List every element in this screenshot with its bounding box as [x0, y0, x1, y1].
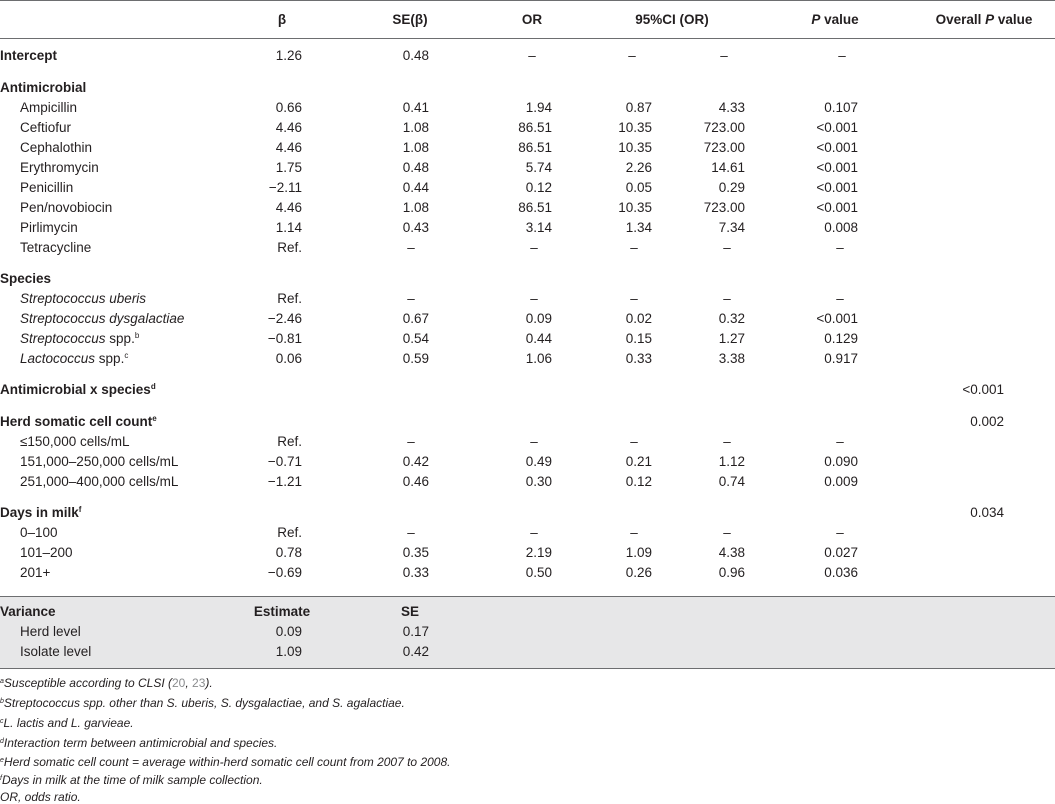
cell-beta: −0.81 — [267, 331, 302, 346]
cell-beta: 1.75 — [275, 160, 302, 175]
row-label: Ceftiofur — [20, 120, 72, 135]
cell-ci-high: 4.33 — [718, 100, 745, 115]
intercept-or: – — [528, 48, 536, 63]
cell-se: 0.54 — [402, 331, 429, 346]
cell-or: – — [530, 291, 538, 306]
cell-p-value: 0.036 — [824, 565, 858, 580]
row-label: ≤150,000 cells/mL — [20, 434, 130, 449]
cell-p-value: <0.001 — [816, 140, 858, 155]
row-label: Ampicillin — [20, 100, 78, 115]
cell-ci-high: – — [723, 525, 731, 540]
row-label: Streptococcus spp.$^b$ — [20, 331, 140, 346]
variance-row-estimate: 1.09 — [275, 644, 302, 659]
cell-ci-high: 723.00 — [703, 120, 745, 135]
cell-p-value: <0.001 — [816, 180, 858, 195]
row-label: Streptococcus dysgalactiae — [20, 311, 185, 326]
row-label: Pen/novobiocin — [20, 200, 113, 215]
cell-or: 0.49 — [525, 454, 552, 469]
cell-or: 86.51 — [518, 200, 552, 215]
section-days-in-milk: Days in milk$^f$ — [0, 505, 82, 520]
row-label: Streptococcus uberis — [20, 291, 147, 306]
cell-ci-low: 0.15 — [625, 331, 652, 346]
cell-beta: −1.21 — [267, 474, 302, 489]
cell-ci-low: 0.26 — [625, 565, 652, 580]
row-label: Erythromycin — [20, 160, 99, 175]
reference-link[interactable]: 23 — [192, 676, 206, 690]
cell-p-value: <0.001 — [816, 120, 858, 135]
cell-or: 0.30 — [525, 474, 552, 489]
cell-ci-low: 0.33 — [625, 351, 652, 366]
cell-or: 86.51 — [518, 120, 552, 135]
variance-row-estimate: 0.09 — [275, 624, 302, 639]
variance-row-se: 0.17 — [402, 624, 429, 639]
cell-ci-low: 1.34 — [625, 220, 652, 235]
cell-beta: Ref. — [277, 434, 302, 449]
herd-scc-overall-p: 0.002 — [970, 414, 1004, 429]
cell-se: 0.43 — [402, 220, 429, 235]
cell-or: 0.12 — [525, 180, 552, 195]
cell-se: 0.59 — [402, 351, 429, 366]
cell-p-value: 0.090 — [824, 454, 858, 469]
cell-or: 1.94 — [525, 100, 552, 115]
intercept-ci-low: – — [628, 48, 636, 63]
cell-ci-low: 10.35 — [618, 200, 652, 215]
cell-ci-high: 14.61 — [711, 160, 745, 175]
cell-or: 0.44 — [525, 331, 552, 346]
cell-se: 0.48 — [402, 160, 429, 175]
cell-ci-low: 2.26 — [625, 160, 652, 175]
row-label: Pirlimycin — [20, 220, 78, 235]
days-in-milk-overall-p: 0.034 — [970, 505, 1004, 520]
section-herd-scc: Herd somatic cell count$^e$ — [0, 414, 157, 429]
cell-se: 0.42 — [402, 454, 429, 469]
cell-p-value: <0.001 — [816, 160, 858, 175]
cell-ci-low: 10.35 — [618, 140, 652, 155]
intercept-ci-high: – — [720, 48, 728, 63]
cell-beta: Ref. — [277, 240, 302, 255]
section-species: Species — [0, 271, 52, 286]
footnote-d: $^d$Interaction term between antimicrobial and species. — [0, 736, 278, 750]
section-antimicrobial: Antimicrobial — [0, 80, 87, 95]
variance-shade — [0, 596, 1055, 668]
cell-ci-high: 723.00 — [703, 200, 745, 215]
header-overall-p-value: Overall P value — [935, 12, 1033, 27]
footnote-e: $^e$Herd somatic cell count = average within-herd somatic cell count from 2007 to 2008. — [0, 755, 451, 769]
cell-se: 0.44 — [402, 180, 429, 195]
cell-or: – — [530, 525, 538, 540]
cell-p-value: 0.917 — [824, 351, 858, 366]
cell-or: 86.51 — [518, 140, 552, 155]
cell-ci-low: 0.21 — [625, 454, 652, 469]
cell-ci-high: – — [723, 434, 731, 449]
cell-or: 2.19 — [525, 545, 552, 560]
cell-p-value: 0.008 — [824, 220, 858, 235]
cell-ci-high: 723.00 — [703, 140, 745, 155]
variance-estimate-header: Estimate — [253, 604, 311, 619]
intercept-label: Intercept — [0, 48, 58, 63]
cell-or: 1.06 — [525, 351, 552, 366]
row-label: 101–200 — [20, 545, 73, 560]
cell-beta: 0.78 — [275, 545, 302, 560]
cell-ci-low: 0.02 — [625, 311, 652, 326]
cell-ci-low: 10.35 — [618, 120, 652, 135]
header-beta: β — [277, 12, 287, 27]
cell-ci-high: 0.74 — [718, 474, 745, 489]
cell-beta: −2.11 — [268, 180, 302, 195]
cell-beta: 4.46 — [275, 200, 302, 215]
header-or: OR — [521, 12, 543, 27]
cell-se: 0.41 — [402, 100, 429, 115]
top-rule — [0, 0, 1055, 1]
footnote-c: $^c$L. lactis and L. garvieae. — [0, 716, 134, 730]
cell-beta: 4.46 — [275, 120, 302, 135]
cell-or: 0.50 — [525, 565, 552, 580]
cell-se: 0.35 — [402, 545, 429, 560]
row-label: 0–100 — [20, 525, 58, 540]
cell-or: – — [530, 240, 538, 255]
cell-ci-low: 0.05 — [625, 180, 652, 195]
cell-ci-high: 0.32 — [718, 311, 745, 326]
cell-beta: 0.66 — [275, 100, 302, 115]
cell-se: 0.33 — [402, 565, 429, 580]
cell-p-value: 0.009 — [824, 474, 858, 489]
row-label: Cephalothin — [20, 140, 93, 155]
cell-se: – — [407, 525, 415, 540]
cell-ci-low: – — [630, 525, 638, 540]
cell-p-value: <0.001 — [816, 200, 858, 215]
cell-ci-high: 0.29 — [718, 180, 745, 195]
intercept-beta: 1.26 — [275, 48, 302, 63]
row-label: 201+ — [20, 565, 51, 580]
footnote-a: $^a$Susceptible according to CLSI (20, 23). — [0, 676, 213, 690]
variance-row-label: Isolate level — [20, 644, 92, 659]
cell-ci-low: – — [630, 240, 638, 255]
cell-beta: Ref. — [277, 525, 302, 540]
cell-beta: 1.14 — [275, 220, 302, 235]
cell-ci-low: 0.12 — [625, 474, 652, 489]
reference-link[interactable]: 20 — [172, 676, 186, 690]
cell-ci-low: 1.09 — [625, 545, 652, 560]
cell-p-value: – — [836, 240, 844, 255]
interaction-overall-p: <0.001 — [962, 382, 1004, 397]
cell-beta: Ref. — [277, 291, 302, 306]
cell-se: 0.67 — [402, 311, 429, 326]
section-variance: Variance — [0, 604, 56, 619]
cell-or: 5.74 — [525, 160, 552, 175]
header-rule — [0, 38, 1055, 39]
bottom-rule — [0, 668, 1055, 669]
cell-or: 3.14 — [525, 220, 552, 235]
cell-p-value: 0.129 — [824, 331, 858, 346]
cell-se: – — [407, 291, 415, 306]
cell-ci-high: – — [723, 291, 731, 306]
cell-ci-low: 0.87 — [625, 100, 652, 115]
variance-row-se: 0.42 — [402, 644, 429, 659]
footnote-f: $^f$Days in milk at the time of milk sample collection. — [0, 773, 263, 787]
cell-beta: −0.71 — [267, 454, 302, 469]
cell-p-value: – — [836, 434, 844, 449]
cell-p-value: – — [836, 525, 844, 540]
cell-p-value: <0.001 — [816, 311, 858, 326]
cell-p-value: 0.027 — [824, 545, 858, 560]
cell-beta: 4.46 — [275, 140, 302, 155]
footnote-or: OR, odds ratio. — [0, 790, 81, 804]
cell-ci-high: 0.96 — [718, 565, 745, 580]
cell-p-value: 0.107 — [824, 100, 858, 115]
row-label: Tetracycline — [20, 240, 92, 255]
cell-ci-high: 7.34 — [718, 220, 745, 235]
footnote-b: $^b$Streptococcus spp. other than S. uberis, S. dysgalactiae, and S. agalactiae. — [0, 696, 405, 710]
cell-beta: −2.46 — [267, 311, 302, 326]
cell-ci-high: 1.27 — [718, 331, 745, 346]
intercept-se: 0.48 — [402, 48, 429, 63]
cell-se: 0.46 — [402, 474, 429, 489]
cell-beta: −0.69 — [267, 565, 302, 580]
variance-top-rule — [0, 596, 1055, 597]
cell-or: 0.09 — [525, 311, 552, 326]
cell-or: – — [530, 434, 538, 449]
cell-ci-high: 4.38 — [718, 545, 745, 560]
header-se-beta: SE(β) — [392, 12, 428, 27]
cell-ci-low: – — [630, 434, 638, 449]
cell-se: 1.08 — [402, 200, 429, 215]
cell-se: 1.08 — [402, 140, 429, 155]
intercept-p: – — [838, 48, 846, 63]
variance-row-label: Herd level — [20, 624, 81, 639]
cell-ci-high: 1.12 — [718, 454, 745, 469]
section-interaction: Antimicrobial x species$^d$ — [0, 382, 156, 397]
cell-p-value: – — [836, 291, 844, 306]
row-label: Lactococcus spp.$^c$ — [20, 351, 129, 366]
cell-ci-high: – — [723, 240, 731, 255]
header-ci: 95%CI (OR) — [635, 12, 709, 27]
cell-beta: 0.06 — [275, 351, 302, 366]
row-label: 251,000–400,000 cells/mL — [20, 474, 179, 489]
header-p-value: P value — [811, 12, 859, 27]
row-label: 151,000–250,000 cells/mL — [20, 454, 179, 469]
cell-se: 1.08 — [402, 120, 429, 135]
row-label: Penicillin — [20, 180, 74, 195]
cell-se: – — [407, 240, 415, 255]
variance-se-header: SE — [400, 604, 420, 619]
cell-se: – — [407, 434, 415, 449]
cell-ci-low: – — [630, 291, 638, 306]
cell-ci-high: 3.38 — [718, 351, 745, 366]
